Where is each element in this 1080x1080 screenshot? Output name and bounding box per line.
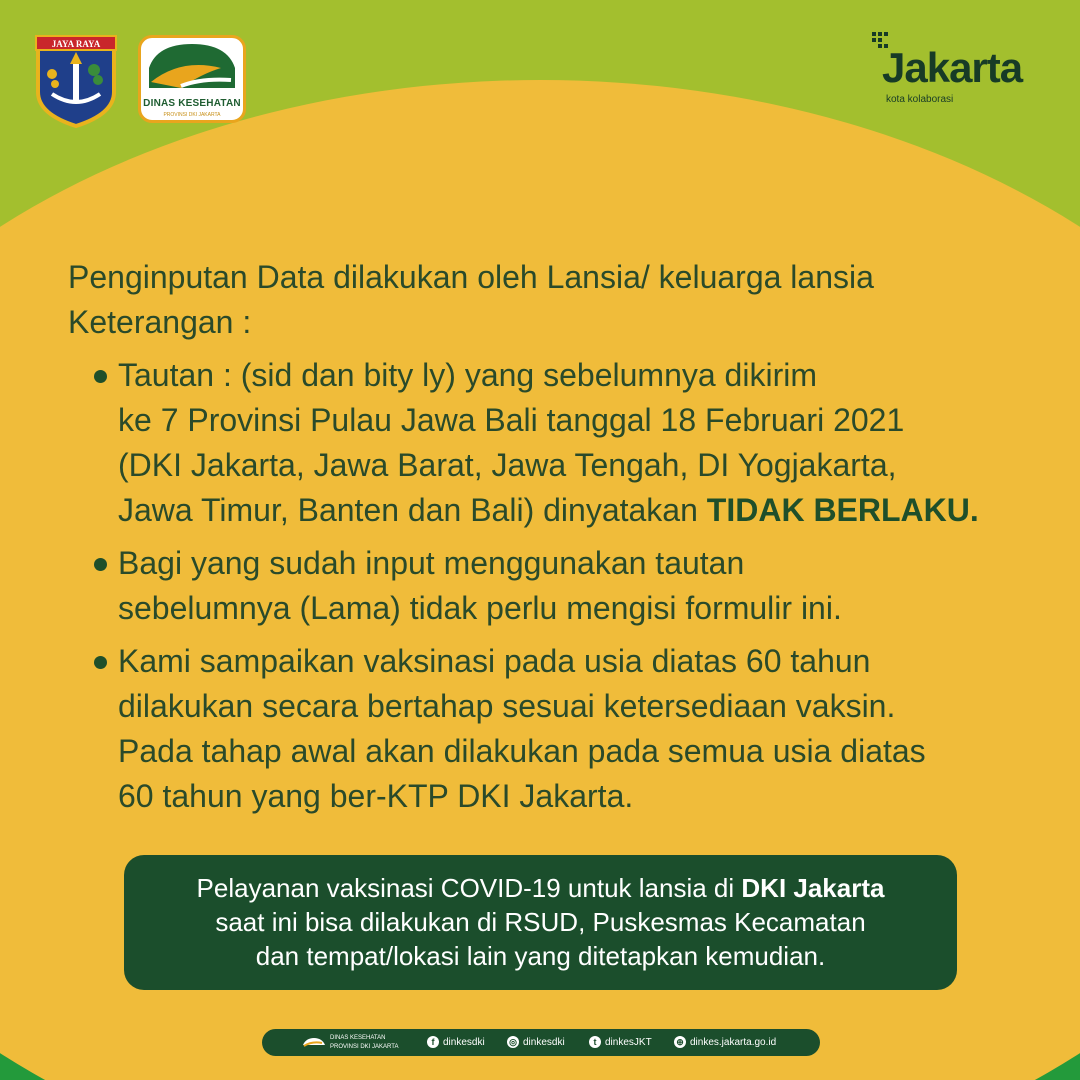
bullet3-line3: Pada tahap awal akan dilakukan pada semua usia diatas [118,733,926,769]
bullet1-line2: ke 7 Provinsi Pulau Jawa Bali tanggal 18 Februari 2021 [118,402,905,438]
footer-brand-line1: DINAS KESEHATAN [330,1035,386,1041]
notice-box [124,855,957,990]
intro-line: Penginputan Data dilakukan oleh Lansia/ keluarga lansia [68,259,874,295]
bullet3-line1: Kami sampaikan vaksinasi pada usia diatas 60 tahun [118,643,871,679]
bullet1-line4-text: Jawa Timur, Banten dan Bali) dinyatakan [118,492,707,528]
website-url: dinkes.jakarta.go.id [690,1037,777,1048]
jakarta-tagline: kota kolaborasi [886,94,954,105]
tidak-berlaku-highlight: TIDAK BERLAKU. [706,492,979,528]
dki-banner-text: JAYA RAYA [51,39,101,49]
instagram-handle: dinkesdki [523,1037,565,1048]
jakarta-kota-kolaborasi-logo [870,30,1040,110]
footer-instagram-link[interactable] [507,1029,565,1056]
footer-website-link[interactable] [674,1029,776,1056]
bullet-item-tautan [68,353,1058,533]
twitter-icon: t [589,1036,601,1048]
dinas-kesehatan-logo [138,35,246,123]
footer-twitter-link[interactable] [589,1029,652,1056]
bullet2-line2: sebelumnya (Lama) tidak perlu mengisi formulir ini. [118,590,842,626]
notice-dki-jakarta: DKI Jakarta [741,873,885,903]
bullet-item-vaksinasi [68,639,1058,819]
jakarta-wordmark: Jakarta [882,44,1023,91]
dki-coat-of-arms-logo [32,34,120,128]
announcement-content [68,255,1058,827]
notice-line1 [124,871,957,905]
facebook-handle: dinkesdki [443,1037,485,1048]
bullet3-line2: dilakukan secara bertahap sesuai ketersediaan vaksin. [118,688,896,724]
dinas-logo-subtitle: PROVINSI DKI JAKARTA [163,112,221,118]
notice-line1-text: Pelayanan vaksinasi COVID-19 untuk lansia di [196,873,742,903]
footer-brand-line2: PROVINSI DKI JAKARTA [330,1044,399,1050]
instagram-icon: ◎ [507,1036,519,1048]
footer-social-bar [262,1029,820,1056]
notice-line2: saat ini bisa dilakukan di RSUD, Puskesmas Kecamatan [215,907,866,937]
bullet1-line1: Tautan : (sid dan bity ly) yang sebelumnya dikirim [118,357,817,393]
dinas-kesehatan-mini-icon [302,1037,326,1049]
footer-brand-text [330,1034,398,1061]
twitter-handle: dinkesJKT [605,1037,652,1048]
dinas-logo-title: DINAS KESEHATAN [143,98,241,109]
notice-line3: dan tempat/lokasi lain yang ditetapkan kemudian. [255,941,826,971]
bullet2-line1: Bagi yang sudah input menggunakan tautan [118,545,745,581]
bullet-item-lama [68,541,1058,631]
keterangan-label: Keterangan : [68,304,252,340]
bullet1-line4 [118,488,1058,533]
footer-facebook-link[interactable] [427,1029,485,1056]
bullet-list [68,353,1058,819]
bullet1-line3: (DKI Jakarta, Jawa Barat, Jawa Tengah, DI Yogjakarta, [118,447,897,483]
facebook-icon: f [427,1036,439,1048]
globe-icon: ⊕ [674,1036,686,1048]
bullet3-line4: 60 tahun yang ber-KTP DKI Jakarta. [118,778,634,814]
